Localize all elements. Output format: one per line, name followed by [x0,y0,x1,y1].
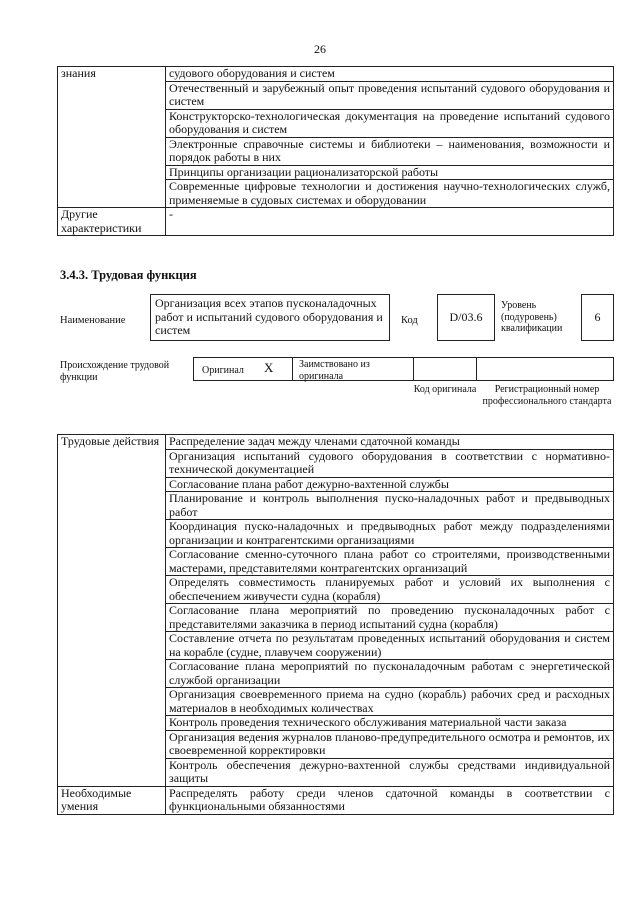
level-box [581,294,614,341]
section-heading: 3.4.3. Трудовая функция [60,268,197,282]
action-item: Определять совместимость планируемых работ и условий их выполнения с обеспечением живучести судна (корабля) [166,576,614,604]
original-mark: X [264,360,274,375]
origin-label: Происхождение трудовой функции [60,360,170,383]
action-item: Согласование плана работ дежурно-вахтенной службы [166,477,614,492]
action-item: Согласование плана мероприятий по проведению пусконаладочных работ с представителями заказчика в период испытаний судна (корабля) [166,604,614,632]
other-characteristics-label: Другие характеристики [58,208,166,236]
action-item: Контроль проведения технического обслуживания материальной части заказа [166,716,614,731]
code-value: D/03.6 [449,310,483,324]
action-item: Составление отчета по результатам проведенных испытаний оборудования и систем на корабле (судне, плавучем сооружении) [166,632,614,660]
original-code-box [413,357,477,381]
actions-label: Трудовые действия [58,435,166,787]
function-name-box [150,294,390,341]
function-name: Организация всех этапов пусконаладочных работ и испытаний судового оборудования и систем [155,296,383,337]
action-item: Координация пуско-наладочных и предвыводных работ между подразделениями организации и контрагентскими организациями [166,520,614,548]
action-item: Согласование плана мероприятий по пусконаладочным работам с энергетической службой организации [166,660,614,688]
action-item: Согласование сменно-суточного плана работ со строителями, производственными мастерами, представителями контрагентских организаций [166,548,614,576]
knowledge-item: Современные цифровые технологии и достижения научно-технологических служб, применяемые в судовых системах и оборудовании [166,180,614,208]
borrowed-box [292,357,414,381]
action-item: Организация испытаний судового оборудования в соответствии с нормативно-технической документацией [166,449,614,477]
original-box [193,357,293,381]
name-label: Наименование [60,315,126,326]
level-value: 6 [594,310,601,324]
code-caption: Код оригинала [413,384,477,395]
reg-number-box [476,357,614,381]
page-number: 26 [314,42,326,56]
actions-table [57,434,614,815]
skill-item: Распределять работу среди членов сдаточной команды в соответствии с функциональными обязанностями [166,786,614,814]
knowledge-item: Конструкторско-технологическая документация на проведение испытаний судового оборудования и систем [166,109,614,137]
knowledge-item: Принципы организации рационализаторской работы [166,165,614,180]
knowledge-item: Отечественный и зарубежный опыт проведения испытаний судового оборудования и систем [166,81,614,109]
knowledge-table [57,66,614,236]
knowledge-item: судового оборудования и систем [166,67,614,82]
original-label: Оригинал [202,365,244,376]
action-item: Организация ведения журналов планово-предупредительного осмотра и ремонтов, их своевременной корректировки [166,730,614,758]
code-label: Код [401,315,418,326]
skills-label: Необходимые умения [58,786,166,814]
action-item: Планирование и контроль выполнения пуско-наладочных работ и предвыводных работ [166,492,614,520]
code-box [437,294,495,341]
reg-caption: Регистрационный номер профессионального стандарта [482,384,612,407]
action-item: Организация своевременного приема на судно (корабль) рабочих сред и расходных материалов в необходимых количествах [166,688,614,716]
action-item: Распределение задач между членами сдаточной команды [166,435,614,450]
level-label: Уровень (подуровень) квалификации [501,300,563,334]
other-characteristics-value: - [166,208,614,236]
knowledge-label: знания [58,67,166,208]
knowledge-item: Электронные справочные системы и библиотеки – наименования, возможности и порядок работы в них [166,137,614,165]
borrowed-label: Заимствовано из оригинала [299,359,370,382]
action-item: Контроль обеспечения дежурно-вахтенной службы средствами индивидуальной защиты [166,758,614,786]
